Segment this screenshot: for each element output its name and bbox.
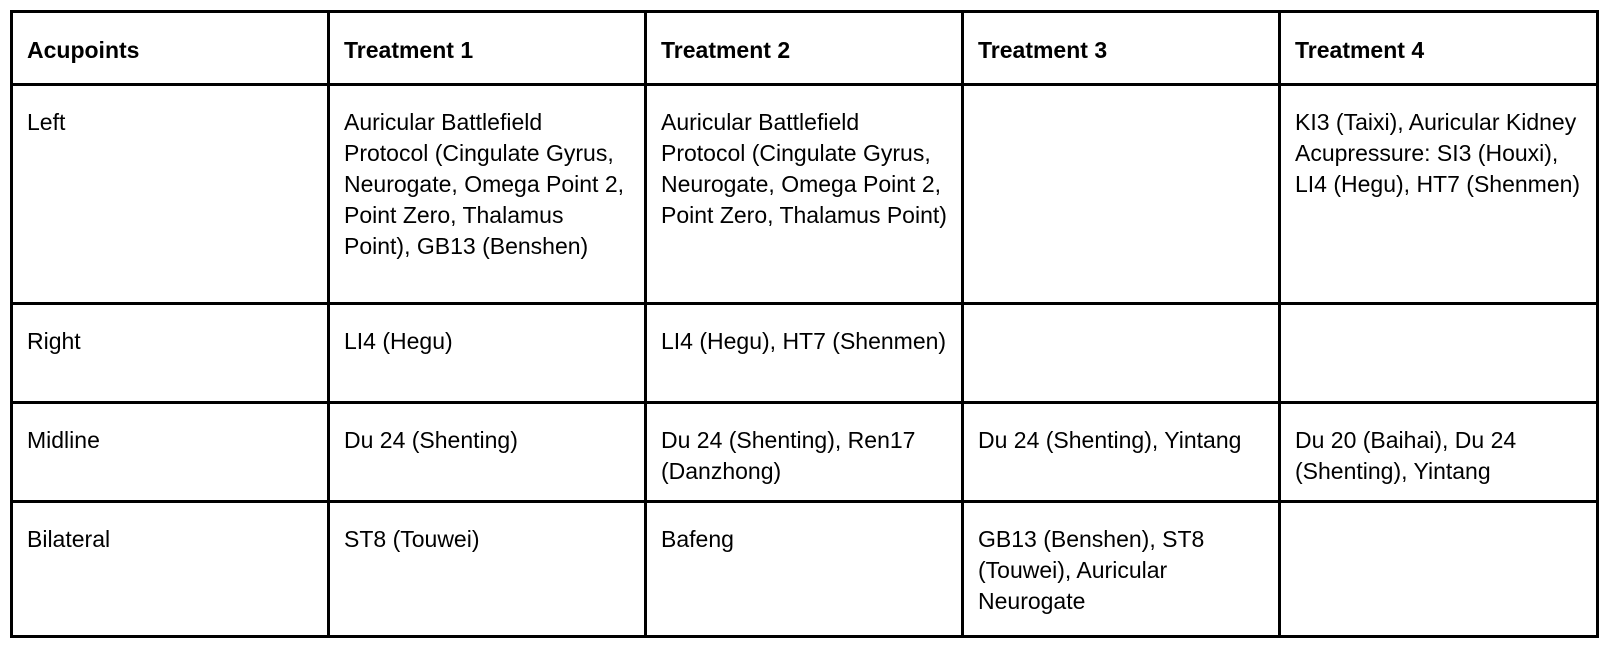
cell-bilateral-treatment-2: Bafeng (646, 502, 963, 637)
cell-left-treatment-2: Auricular Battlefield Protocol (Cingulate Gyrus, Neurogate, Omega Point 2, Point Zero, Thalamus Point) (646, 85, 963, 304)
header-acupoints: Acupoints (12, 12, 329, 85)
header-treatment-2: Treatment 2 (646, 12, 963, 85)
cell-left-treatment-1: Auricular Battlefield Protocol (Cingulate Gyrus, Neurogate, Omega Point 2, Point Zero, Thalamus Point), GB13 (Benshen) (329, 85, 646, 304)
table-header-row (12, 12, 1598, 85)
cell-midline-treatment-1: Du 24 (Shenting) (329, 403, 646, 502)
acupoints-table-container (10, 10, 1599, 638)
acupoints-treatment-table (10, 10, 1599, 638)
header-treatment-3: Treatment 3 (963, 12, 1280, 85)
header-treatment-1: Treatment 1 (329, 12, 646, 85)
table-row-midline (12, 403, 1598, 502)
cell-bilateral-treatment-3: GB13 (Benshen), ST8 (Touwei), Auricular Neurogate (963, 502, 1280, 637)
header-treatment-4: Treatment 4 (1280, 12, 1598, 85)
cell-left-treatment-3 (963, 85, 1280, 304)
table-row-left (12, 85, 1598, 304)
row-label-bilateral: Bilateral (12, 502, 329, 637)
cell-right-treatment-4 (1280, 304, 1598, 403)
cell-bilateral-treatment-1: ST8 (Touwei) (329, 502, 646, 637)
row-label-midline: Midline (12, 403, 329, 502)
table-row-bilateral (12, 502, 1598, 637)
cell-left-treatment-4: KI3 (Taixi), Auricular Kidney Acupressure: SI3 (Houxi), LI4 (Hegu), HT7 (Shenmen) (1280, 85, 1598, 304)
cell-right-treatment-2: LI4 (Hegu), HT7 (Shenmen) (646, 304, 963, 403)
cell-bilateral-treatment-4 (1280, 502, 1598, 637)
row-label-left: Left (12, 85, 329, 304)
cell-right-treatment-3 (963, 304, 1280, 403)
row-label-right: Right (12, 304, 329, 403)
cell-midline-treatment-3: Du 24 (Shenting), Yintang (963, 403, 1280, 502)
cell-midline-treatment-2: Du 24 (Shenting), Ren17 (Danzhong) (646, 403, 963, 502)
cell-right-treatment-1: LI4 (Hegu) (329, 304, 646, 403)
table-row-right (12, 304, 1598, 403)
cell-midline-treatment-4: Du 20 (Baihai), Du 24 (Shenting), Yintang (1280, 403, 1598, 502)
